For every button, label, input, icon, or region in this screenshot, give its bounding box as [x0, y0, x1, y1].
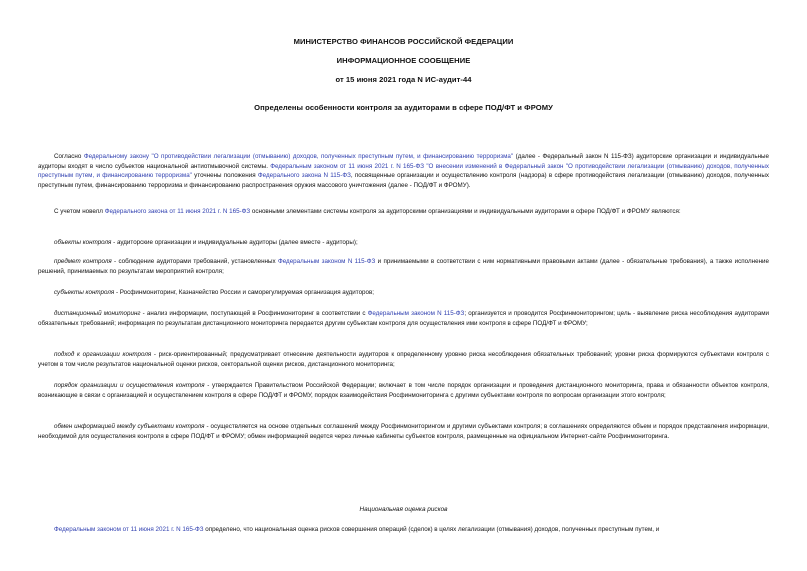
term: дистанционный мониторинг [54, 310, 141, 317]
term: подход к организации контроля [54, 351, 152, 358]
text: (далее - Федеральный закон N 115-ФЗ) аудиторские организации и индивидуальные аудиторы входят в число субъектов национальной антиотмывочной системы. [38, 153, 770, 170]
text: определено, что национальная оценка рисков совершения операций (сделок) в целях легализации (отмывания) доходов, полученных преступным путем, и [203, 526, 660, 533]
text: - риск-ориентированный; предусматривает отнесение деятельности аудиторов к определенному уровню риска несоблюдения обязательных требований; уровни риска формируются субъектами контроля с учетом в том числе результатов национальной оценки рисков, секторальной оценки рисков, дистанционного мониторинга; [38, 351, 769, 368]
text: , посвященные организации и осуществлению контроля (надзора) в сфере противодействия легализации (отмыванию) доходов, полученных преступным путем, финансированию терроризма и финансированию распространения оружия массового уничтожения (далее - ПОД/ФТ и ФРОМУ). [38, 172, 769, 190]
paragraph-subjects [38, 288, 769, 298]
law-link-165fz[interactable]: Федеральным законом [54, 526, 121, 533]
text: - утверждается Правительством Российской Федерации; включает в том числе порядок организации и проведения дистанционного мониторинга, права и обязанности объектов контроля, возникающие в связи с организацией и осуществлением контроля в сфере ПОД/ФТ и ФРОМУ, порядок взаимодействия Росфинмониторинга с другими субъектами контроля по вопросам организации этого контроля; [38, 382, 769, 399]
law-link-115fz[interactable]: Федеральному закону "О противодействии легализации (отмыванию) доходов, полученных преступным путем, и финансированию терроризма" [83, 153, 514, 160]
text: основными элементами системы контроля за аудиторскими организациями и индивидуальными аудиторами в сфере ПОД/ФТ и ФРОМУ являются: [250, 208, 681, 215]
term: порядок организации и осуществления контроля [54, 382, 205, 389]
paragraph-elements [38, 207, 769, 217]
paragraph-remote-monitoring [38, 309, 769, 328]
text: - анализ информации, поступающей в Росфинмониторинг в соответствии с [140, 310, 368, 317]
text: уточнены положения [191, 172, 258, 180]
paragraph-objects [38, 238, 769, 248]
law-link-115fz[interactable]: Федеральным законом N 115-ФЗ [277, 258, 376, 265]
text: - аудиторские организации и индивидуальные аудиторы (далее вместе - аудиторы); [111, 239, 358, 246]
law-link-115fz[interactable]: Федеральным законом N 115-ФЗ [367, 310, 465, 317]
paragraph-national-risk [38, 525, 769, 535]
text: - Росфинмониторинг, Казначейство России и саморегулируемая организация аудиторов; [114, 289, 375, 296]
section-heading: Национальная оценка рисков [359, 506, 448, 513]
law-link-115fz[interactable]: Федерального закона N 115-ФЗ [257, 172, 351, 180]
text: и принимаемыми в соответствии с ним нормативными правовыми актами (далее - обязательные требования), а также исполнение решений, принимаемых по результатам мероприятий контроля; [38, 258, 769, 275]
ministry-heading: МИНИСТЕРСТВО ФИНАНСОВ РОССИЙСКОЙ ФЕДЕРАЦИИ [293, 37, 514, 46]
paragraph-procedure [38, 381, 769, 400]
law-link-165fz[interactable]: Федерального закона от 11 июня 2021 г. N 165-ФЗ [104, 208, 251, 215]
document-title: Определены особенности контроля за аудиторами в сфере ПОД/ФТ и ФРОМУ [254, 103, 553, 112]
document-date-number: от 15 июня 2021 года N ИС-аудит-44 [335, 75, 472, 84]
document-type: ИНФОРМАЦИОННОЕ СООБЩЕНИЕ [336, 56, 471, 65]
term: субъекты контроля [54, 289, 115, 296]
paragraph-approach [38, 350, 769, 369]
text: - соблюдение аудиторами требований, установленных [111, 258, 278, 265]
paragraph-subject-matter [38, 257, 769, 276]
text: ; организуется и проводится Росфинмониторингом; цель - выявление риска несоблюдения аудиторами обязательных требований; информация по результатам дистанционного мониторинга передается другим субъектам контроля для осуществления ими контроля в сфере ПОД/ФТ и ФРОМУ; [38, 310, 770, 327]
term: предмет контроля [54, 258, 112, 265]
text: Согласно [54, 153, 84, 160]
term: обмен информацией между субъектами контроля [54, 423, 205, 430]
term: объекты контроля [54, 239, 112, 246]
text: - осуществляется на основе отдельных соглашений между Росфинмониторингом и другими субъектами контроля; в соглашениях определяются объем и порядок представления информации, необходимой для осуществления контроля в сфере ПОД/ФТ и ФРОМУ; обмен информацией ведется через личные кабинеты субъектов контроля, размещенные на официальном Интернет-сайте Росфинмониторинга. [38, 423, 769, 440]
law-link-165fz[interactable]: Федеральным законом от 11 июня 2021 г. N 165-ФЗ "О внесении изменений в Федеральный закон "О противодействии легализации (отмыванию) доходов, полученных преступным путем, и финансированию терроризма" [38, 162, 769, 180]
law-link-165fz-date[interactable]: от 11 июня 2021 г. N 165-ФЗ [120, 526, 204, 533]
text: С учетом новелл [54, 208, 105, 215]
paragraph-intro [38, 152, 769, 191]
paragraph-info-exchange [38, 422, 769, 441]
